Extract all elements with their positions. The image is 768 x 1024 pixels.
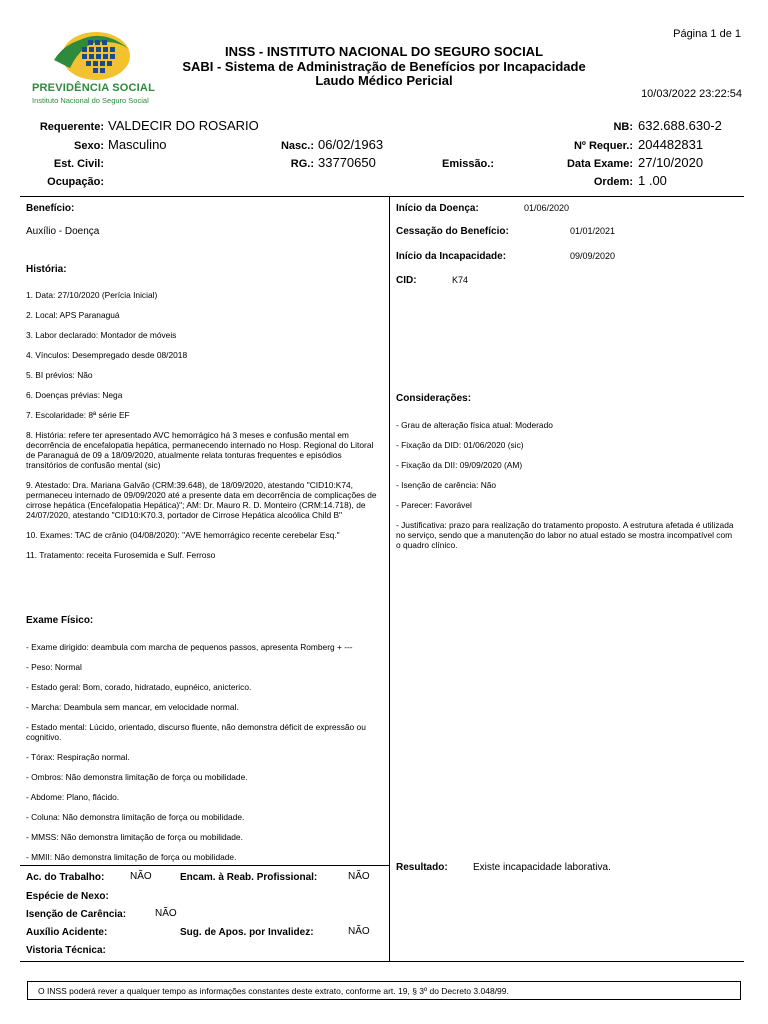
header-doc-type: Laudo Médico Pericial: [315, 73, 453, 88]
cessacao-value: 01/01/2021: [570, 226, 616, 236]
logo-subtitle: Instituto Nacional do Seguro Social: [32, 96, 149, 105]
requerente-value: VALDECIR DO ROSARIO: [108, 118, 259, 133]
nasc-value: 06/02/1963: [318, 137, 384, 152]
inicio-incapacidade-label: Início da Incapacidade:: [396, 251, 507, 262]
cid-value: K74: [452, 275, 469, 285]
vistoria-label: Vistoria Técnica:: [26, 945, 106, 956]
nreq-label: Nº Requer.:: [573, 140, 633, 152]
civil-label: Est. Civil:: [53, 158, 104, 170]
historia-text: [26, 280, 378, 570]
print-timestamp: 10/03/2022 23:22:54: [641, 88, 742, 100]
consideracoes-line: - Fixação da DID: 01/06/2020 (sic): [396, 440, 524, 450]
ac-trabalho-value: NÃO: [130, 871, 152, 882]
consideracoes-line: - Fixação da DII: 09/09/2020 (AM): [396, 460, 523, 470]
nasc-label: Nasc.:: [280, 140, 314, 152]
exame-line: - Abdome: Plano, flácido.: [26, 792, 120, 802]
exame-line: - Estado mental: Lúcido, orientado, discurso fluente, não demonstra déficit de expressão ou cognitivo.: [26, 722, 366, 742]
historia-line: 7. Escolaridade: 8ª série EF: [26, 410, 130, 420]
requerente-label: Requerente:: [39, 121, 104, 133]
consideracoes-line: - Grau de alteração física atual: Moderado: [396, 420, 553, 430]
sexo-label: Sexo:: [74, 140, 104, 152]
resultado-value: Existe incapacidade laborativa.: [473, 862, 611, 873]
rg-label: RG.:: [290, 158, 314, 170]
exame-line: - Ombros: Não demonstra limitação de força ou mobilidade.: [26, 772, 248, 782]
exame-line: - Peso: Normal: [26, 662, 82, 672]
logo-brand: PREVIDÊNCIA SOCIAL: [32, 82, 155, 94]
ordem-value: 1 .00: [638, 173, 667, 188]
exame-line: - MMII: Não demonstra limitação de força ou mobilidade.: [26, 852, 237, 862]
historia-line: 5. BI prévios: Não: [26, 370, 93, 380]
consideracoes-text: [396, 410, 736, 560]
column-divider: [389, 197, 390, 962]
emissao-label: Emissão.:: [442, 158, 494, 170]
consideracoes-line: - Justificativa: prazo para realização do tratamento proposto. A estrutura afetada é utilizada no serviço, sendo que a manutenção do labor no atual estado se mostra incompatível com o quadro clínico.: [396, 520, 734, 550]
encam-label: Encam. à Reab. Profissional:: [180, 872, 318, 883]
sug-apos-value: NÃO: [348, 926, 370, 937]
resultado-label: Resultado:: [396, 862, 448, 873]
exame-fisico-label: Exame Físico:: [26, 615, 94, 626]
header-system: SABI - Sistema de Administração de Benefícios por Incapacidade: [182, 59, 586, 74]
exame-fisico-text: [26, 632, 378, 872]
inicio-doenca-value: 01/06/2020: [524, 203, 570, 213]
especie-nexo-label: Espécie de Nexo:: [26, 891, 109, 902]
nb-value: 632.688.630-2: [638, 118, 722, 133]
data-exame-label: Data Exame:: [566, 158, 633, 170]
historia-line: 4. Vínculos: Desempregado desde 08/2018: [26, 350, 188, 360]
main-box-top-border: [20, 196, 744, 197]
consideracoes-line: - Parecer: Favorável: [396, 500, 472, 510]
encam-value: NÃO: [348, 871, 370, 882]
inicio-incapacidade-value: 09/09/2020: [570, 251, 616, 261]
nreq-value: 204482831: [638, 137, 704, 152]
cid-label: CID:: [396, 275, 417, 286]
exame-line: - Marcha: Deambula sem mancar, em velocidade normal.: [26, 702, 239, 712]
historia-line: 10. Exames: TAC de crânio (04/08/2020): "AVE hemorrágico recente cerebelar Esq.": [26, 530, 340, 540]
beneficio-label: Benefício:: [26, 203, 75, 214]
historia-line: 2. Local: APS Paranaguá: [26, 310, 120, 320]
beneficio-value: Auxílio - Doença: [26, 226, 100, 237]
historia-line: 1. Data: 27/10/2020 (Perícia Inicial): [26, 290, 158, 300]
rg-value: 33770650: [318, 155, 376, 170]
consideracoes-label: Considerações:: [396, 393, 472, 404]
ordem-label: Ordem:: [593, 176, 633, 188]
data-exame-value: 27/10/2020: [638, 155, 704, 170]
consideracoes-line: - Isenção de carência: Não: [396, 480, 497, 490]
cessacao-label: Cessação do Benefício:: [396, 226, 509, 237]
exame-line: - Estado geral: Bom, corado, hidratado, eupnéico, anicterico.: [26, 682, 252, 692]
historia-line: 3. Labor declarado: Montador de móveis: [26, 330, 177, 340]
exame-line: - Coluna: Não demonstra limitação de força ou mobilidade.: [26, 812, 245, 822]
isencao-label: Isenção de Carência:: [26, 909, 127, 920]
isencao-value: NÃO: [155, 908, 177, 919]
page-number: Página 1 de 1: [673, 28, 741, 40]
aux-acidente-label: Auxílio Acidente:: [26, 927, 108, 938]
sug-apos-label: Sug. de Apos. por Invalidez:: [180, 927, 314, 938]
ocupacao-label: Ocupação:: [47, 176, 104, 188]
header-institution: INSS - INSTITUTO NACIONAL DO SEGURO SOCIAL: [224, 44, 544, 59]
ac-trabalho-label: Ac. do Trabalho:: [26, 872, 105, 883]
sexo-value: Masculino: [108, 137, 167, 152]
historia-label: História:: [26, 264, 67, 275]
nb-label: NB:: [613, 121, 633, 133]
notice-box: [27, 981, 741, 1000]
historia-line: 11. Tratamento: receita Furosemida e Sulf. Ferroso: [26, 550, 216, 560]
exame-line: - Exame dirigido: deambula com marcha de pequenos passos, apresenta Romberg + ---: [26, 642, 353, 652]
exame-line: - Tórax: Respiração normal.: [26, 752, 130, 762]
exame-line: - MMSS: Não demonstra limitação de força ou mobilidade.: [26, 832, 243, 842]
historia-line: 8. História: refere ter apresentado AVC hemorrágico há 3 meses e confusão mental em decorrência de encefalopatia hepática, permanecendo internado no Hosp. Regional do Litoral de Paranaguá de 09 a 18/09/2020, atualmente relata tonturas frequentes e episódios transitórios de confusão mental (sic): [26, 430, 374, 470]
historia-line: 9. Atestado: Dra. Mariana Galvão (CRM:39.648), de 18/09/2020, atestando "CID10:K74, permaneceu internado de 09/09/2020 até a presente data em decorrência de complicações de cirrose hepática (Encefalopatia Hepática)"; AM: Dr. Mauro R. D. Monteiro (CRM:14.718), de 24/07/2020, atestando "CID10:K70.3, portador de Cirrose Hepática alcoólica Child B": [26, 480, 377, 520]
historia-line: 6. Doenças prévias: Nega: [26, 390, 123, 400]
notice-text: O INSS poderá rever a qualquer tempo as informações constantes deste extrato, conforme art. 19, § 3º do Decreto 3.048/99.: [38, 986, 509, 996]
main-box-bottom-border: [20, 961, 744, 962]
inicio-doenca-label: Início da Doença:: [396, 203, 479, 214]
